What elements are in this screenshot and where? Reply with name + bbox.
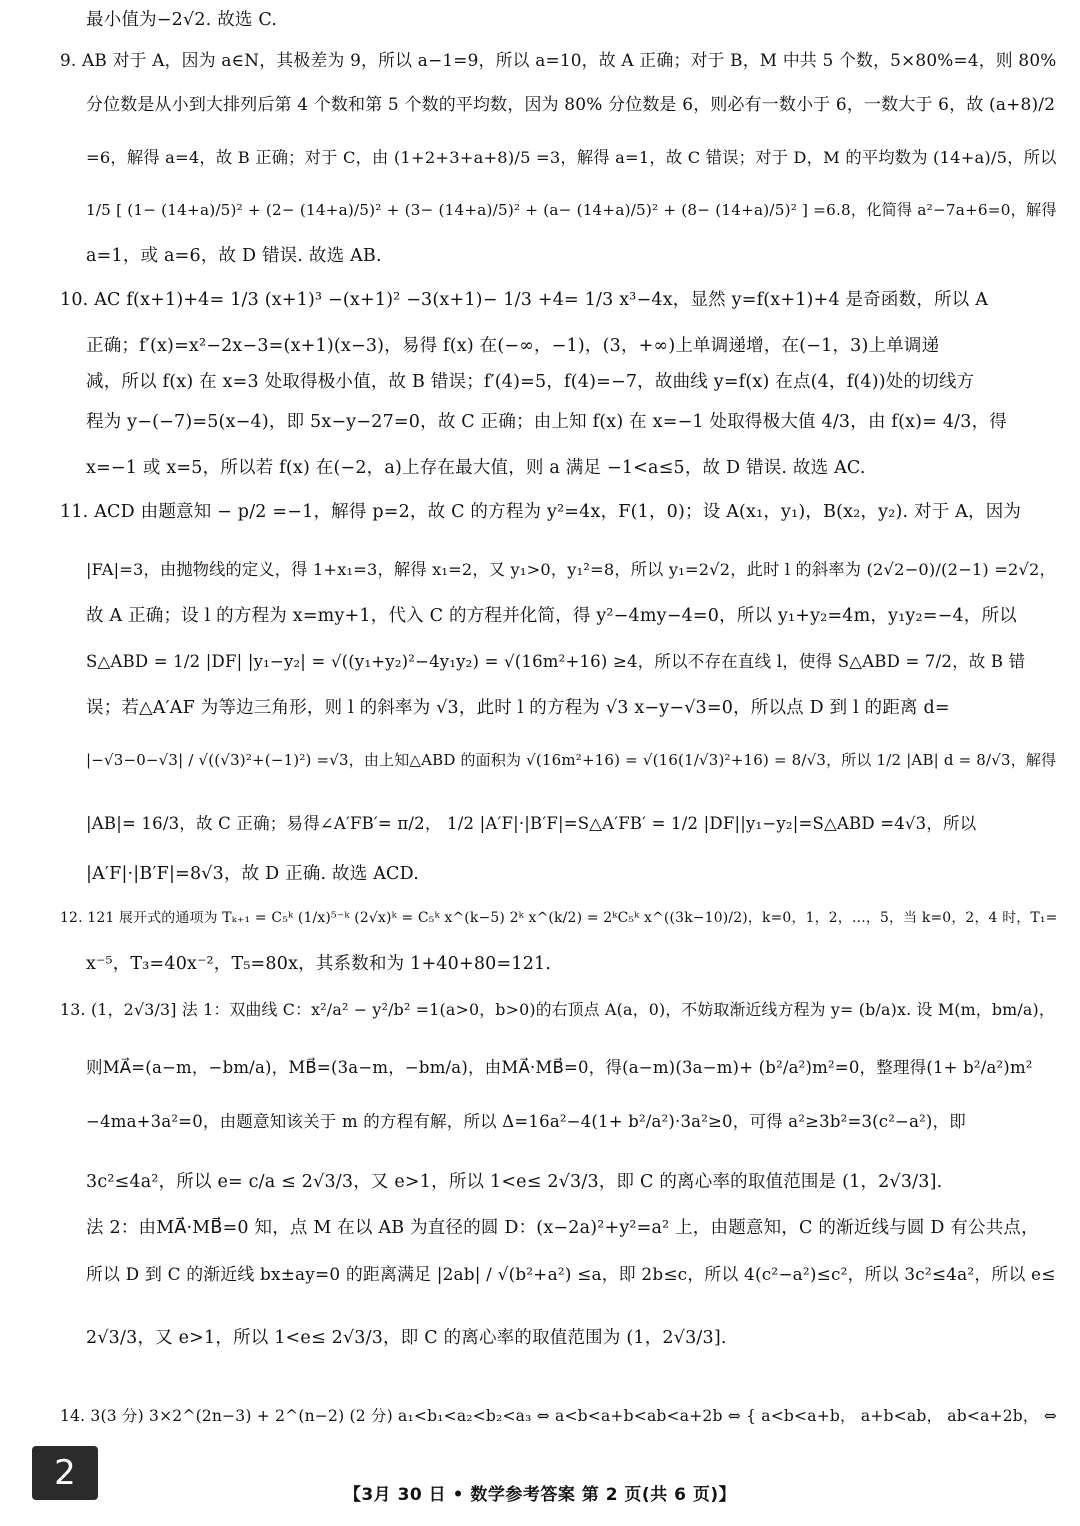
text-line: 2√3/3，又 e>1，所以 1<e≤ 2√3/3，即 C 的离心率的取值范围为 (1，2√3/3]. [86,1328,727,1348]
text-line: =6，解得 a=4，故 B 正确；对于 C，由 (1+2+3+a+8)/5 =3，解得 a=1，故 C 错误；对于 D，M 的平均数为 (14+a)/5，所以 [86,148,1057,167]
page-footer: 【3月 30 日 • 数学参考答案 第 2 页(共 6 页)】 [343,1485,737,1505]
text-line: 10. AC f(x+1)+4= 1/3 (x+1)³ −(x+1)² −3(x+1)− 1/3 +4= 1/3 x³−4x，显然 y=f(x+1)+4 是奇函数，所以 A [60,290,989,310]
text-line: 误；若△A′AF 为等边三角形，则 l 的斜率为 √3，此时 l 的方程为 √3 x−y−√3=0，所以点 D 到 l 的距离 d= [86,698,950,718]
text-line: 12. 121 展开式的通项为 Tₖ₊₁ = C₅ᵏ (1/x)⁵⁻ᵏ (2√x)ᵏ = C₅ᵏ x^(k−5) 2ᵏ x^(k/2) = 2ᵏC₅ᵏ x^((3k−10)/2)，k=0，1，2，…，5，当 k=0，2，4 时，T₁= [60,910,1058,926]
text-line: 所以 D 到 C 的渐近线 bx±ay=0 的距离满足 |2ab| / √(b²+a²) ≤a，即 2b≤c，所以 4(c²−a²)≤c²，所以 3c²≤4a²，所以 e≤ [86,1264,1056,1284]
text-line: 9. AB 对于 A，因为 a∈N，其极差为 9，所以 a−1=9，所以 a=10，故 A 正确；对于 B，M 中共 5 个数，5×80%=4，则 80% [60,50,1057,70]
text-line: |FA|=3，由抛物线的定义，得 1+x₁=3，解得 x₁=2，又 y₁>0，y₁²=8，所以 y₁=2√2，此时 l 的斜率为 (2√2−0)/(2−1) =2√2， [86,560,1056,579]
text-line: 法 2：由MA⃗·MB⃗=0 知，点 M 在以 AB 为直径的圆 D：(x−2a)²+y²=a² 上，由题意知，C 的渐近线与圆 D 有公共点， [86,1218,1039,1238]
text-line: 故 A 正确；设 l 的方程为 x=my+1，代入 C 的方程并化简，得 y²−4my−4=0，所以 y₁+y₂=4m，y₁y₂=−4，所以 [86,606,1017,626]
text-line: 分位数是从小到大排列后第 4 个数和第 5 个数的平均数，因为 80% 分位数是 6，则必有一数小于 6，一数大于 6，故 (a+8)/2 [86,94,1056,114]
text-line: x⁻⁵，T₃=40x⁻²，T₅=80x，其系数和为 1+40+80=121. [86,954,552,974]
text-line: a=1，或 a=6，故 D 错误. 故选 AB. [86,246,382,266]
text-line: S△ABD = 1/2 |DF| |y₁−y₂| = √((y₁+y₂)²−4y₁y₂) = √(16m²+16) ≥4，所以不存在直线 l，使得 S△ABD = 7/2，故 B 错 [86,652,1026,671]
text-line: x=−1 或 x=5，所以若 f(x) 在(−2，a)上存在最大值，则 a 满足 −1<a≤5，故 D 错误. 故选 AC. [86,458,866,478]
text-line: 14. 3(3 分) 3×2^(2n−3) + 2^(n−2) (2 分) a₁<b₁<a₂<b₂<a₃ ⇔ a<b<a+b<ab<a+2b ⇔ { a<b<a+b， a+b<ab， ab<a+2b， ⇔ [60,1407,1057,1425]
text-line: |−√3−0−√3| / √((√3)²+(−1)²) =√3，由上知△ABD 的面积为 √(16m²+16) = √(16(1/√3)²+16) = 8/√3，所以 1/2 |AB| d = 8/√3，解得 [86,751,1057,769]
text-line: 最小值为−2√2. 故选 C. [86,10,278,30]
text-line: |A′F|·|B′F|=8√3，故 D 正确. 故选 ACD. [86,864,419,884]
text-line: |AB|= 16/3，故 C 正确；易得∠A′FB′= π/2， 1/2 |A′F|·|B′F|=S△A′FB′ = 1/2 |DF||y₁−y₂|=S△ABD =4√3，所以 [86,814,977,833]
text-line: 3c²≤4a²，所以 e= c/a ≤ 2√3/3，又 e>1，所以 1<e≤ 2√3/3，即 C 的离心率的取值范围是 (1，2√3/3]. [86,1172,943,1192]
text-line: 减，所以 f(x) 在 x=3 处取得极小值，故 B 错误；f′(4)=5，f(4)=−7，故曲线 y=f(x) 在点(4，f(4))处的切线方 [86,372,975,392]
text-line: 1/5 [ (1− (14+a)/5)² + (2− (14+a)/5)² + (3− (14+a)/5)² + (a− (14+a)/5)² + (8− (14+a)/5)² ] =6.8，化简得 a²−7a+6=0，解得 [86,201,1057,219]
text-line: 程为 y−(−7)=5(x−4)，即 5x−y−27=0，故 C 正确；由上知 f(x) 在 x=−1 处取得极大值 4/3，由 f(x)= 4/3，得 [86,412,1008,432]
text-line: 13. (1，2√3/3] 法 1：双曲线 C：x²/a² − y²/b² =1(a>0，b>0)的右顶点 A(a，0)，不妨取渐近线方程为 y= (b/a)x. 设 M(m，bm/a)， [60,1000,1055,1019]
text-line: 则MA⃗=(a−m，−bm/a)，MB⃗=(3a−m，−bm/a)，由MA⃗·MB⃗=0，得(a−m)(3a−m)+ (b²/a²)m²=0，整理得(1+ b²/a²)m² [86,1058,1033,1077]
text-line: 11. ACD 由题意知 − p/2 =−1，解得 p=2，故 C 的方程为 y²=4x，F(1，0)；设 A(x₁，y₁)，B(x₂，y₂). 对于 A，因为 [60,502,1022,522]
page-number-badge: 2 [32,1446,98,1500]
text-line: 正确；f′(x)=x²−2x−3=(x+1)(x−3)，易得 f(x) 在(−∞，−1)，(3，+∞)上单调递增，在(−1，3)上单调递 [86,336,940,356]
text-line: −4ma+3a²=0，由题意知该关于 m 的方程有解，所以 Δ=16a²−4(1+ b²/a²)·3a²≥0，可得 a²≥3b²=3(c²−a²)，即 [86,1112,966,1131]
